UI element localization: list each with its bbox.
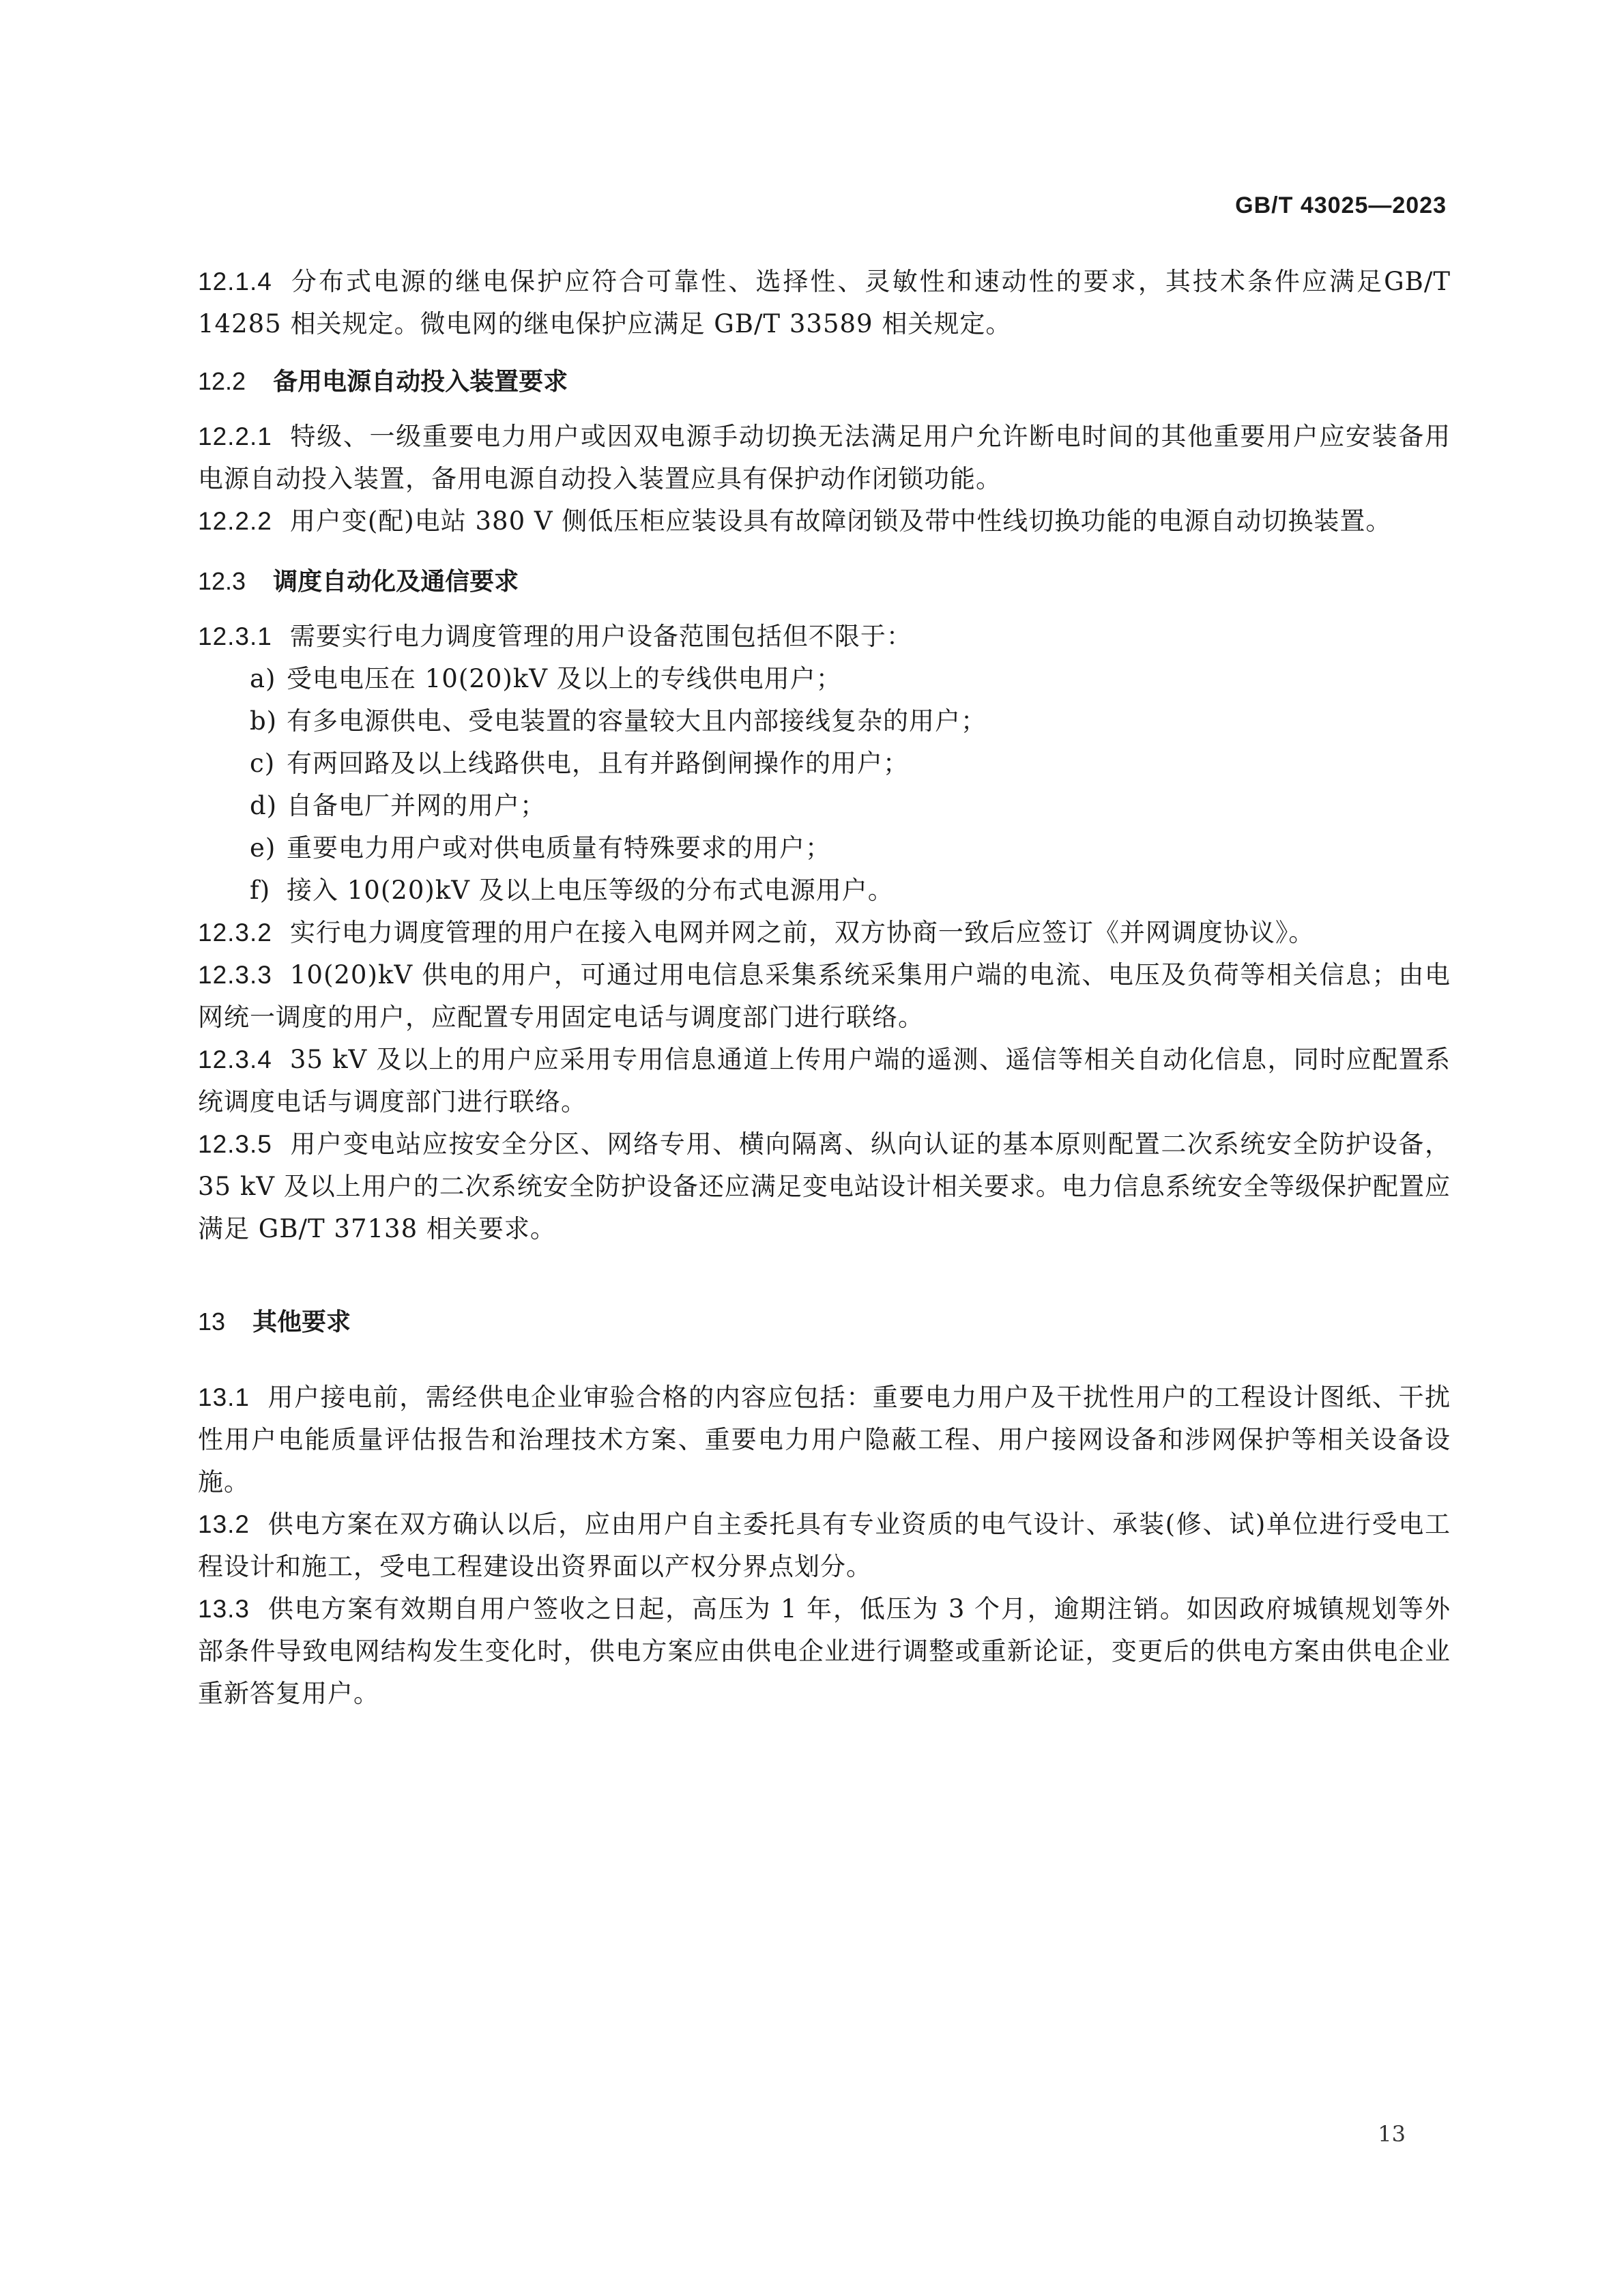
clause-13-1 xyxy=(198,1376,1451,1503)
clause-number: 12.3.3 xyxy=(198,961,272,989)
clause-13-3 xyxy=(198,1588,1451,1715)
clause-text: 用户变电站应按安全分区、网络专用、横向隔离、纵向认证的基本原则配置二次系统安全防护设备，35 kV 及以上用户的二次系统安全防护设备还应满足变电站设计相关要求。电力信息系统安全等级保护配置应满足 GB/T 37138 相关要求。 xyxy=(198,1129,1451,1243)
section-number: 12.3 xyxy=(198,567,246,595)
clause-13-2 xyxy=(198,1503,1451,1588)
section-title: 调度自动化及通信要求 xyxy=(273,568,519,596)
section-title: 备用电源自动投入装置要求 xyxy=(273,368,568,396)
list-item xyxy=(198,869,1451,912)
clause-number: 12.3.1 xyxy=(198,622,272,650)
list-marker: d) xyxy=(250,791,278,820)
clause-text: 供电方案在双方确认以后，应由用户自主委托具有专业资质的电气设计、承装(修、试)单位进行受电工程设计和施工，受电工程建设出资界面以产权分界点划分。 xyxy=(198,1510,1451,1581)
clause-12-3-1 xyxy=(198,616,1451,658)
clause-12-2-2 xyxy=(198,500,1451,543)
clause-number: 12.3.4 xyxy=(198,1045,272,1073)
list-item-text: 接入 10(20)kV 及以上电压等级的分布式电源用户。 xyxy=(287,876,894,905)
list-item xyxy=(198,785,1451,827)
list-item xyxy=(198,658,1451,700)
clause-text: 特级、一级重要电力用户或因双电源手动切换无法满足用户允许断电时间的其他重要用户应安装备用电源自动投入装置，备用电源自动投入装置应具有保护动作闭锁功能。 xyxy=(198,422,1451,493)
clause-number: 12.2.2 xyxy=(198,507,272,535)
list-marker: e) xyxy=(250,833,276,863)
list-item-text: 受电电压在 10(20)kV 及以上的专线供电用户； xyxy=(287,664,842,693)
clause-number: 12.2.1 xyxy=(198,422,272,450)
list-item-text: 有两回路及以上线路供电，且有并路倒闸操作的用户； xyxy=(287,749,909,778)
clause-12-3-3 xyxy=(198,954,1451,1039)
clause-12-2-1 xyxy=(198,416,1451,500)
page-body xyxy=(198,261,1451,1715)
clause-text: 用户变(配)电站 380 V 侧低压柜应装设具有故障闭锁及带中性线切换功能的电源自动切换装置。 xyxy=(289,506,1392,536)
clause-12-3-4 xyxy=(198,1039,1451,1123)
section-title: 其他要求 xyxy=(252,1308,351,1336)
clause-number: 13.1 xyxy=(198,1383,250,1411)
clause-text: 需要实行电力调度管理的用户设备范围包括但不限于： xyxy=(289,622,912,651)
list-item-text: 有多电源供电、受电装置的容量较大且内部接线复杂的用户； xyxy=(287,706,987,736)
clause-12-3-2 xyxy=(198,912,1451,954)
clause-text: 实行电力调度管理的用户在接入电网并网之前，双方协商一致后应签订《并网调度协议》。 xyxy=(289,918,1315,947)
clause-number: 12.3.5 xyxy=(198,1130,272,1158)
list-item xyxy=(198,700,1451,742)
section-heading-12-2 xyxy=(198,360,1451,403)
list-marker: c) xyxy=(250,749,276,778)
list-item xyxy=(198,827,1451,869)
clause-text: 用户接电前，需经供电企业审验合格的内容应包括：重要电力用户及干扰性用户的工程设计图纸、干扰性用户电能质量评估报告和治理技术方案、重要电力用户隐蔽工程、用户接网设备和涉网保护等相关设备设施。 xyxy=(198,1383,1451,1497)
page-number: 13 xyxy=(1378,2121,1406,2147)
list-item-text: 重要电力用户或对供电质量有特殊要求的用户； xyxy=(287,833,831,863)
clause-number: 12.3.2 xyxy=(198,919,272,947)
clause-text: 分布式电源的继电保护应符合可靠性、选择性、灵敏性和速动性的要求，其技术条件应满足GB/T 14285 相关规定。微电网的继电保护应满足 GB/T 33589 相关规定。 xyxy=(198,267,1451,338)
list-item-text: 自备电厂并网的用户； xyxy=(287,791,546,820)
section-heading-12-3 xyxy=(198,560,1451,603)
section-number: 13 xyxy=(198,1308,226,1336)
scope-list xyxy=(198,658,1451,912)
clause-number: 13.3 xyxy=(198,1595,250,1623)
standard-code-header: GB/T 43025—2023 xyxy=(1235,192,1447,218)
section-number: 12.2 xyxy=(198,367,246,395)
section-heading-13 xyxy=(198,1301,1451,1344)
list-marker: b) xyxy=(250,706,278,736)
clause-12-1-4 xyxy=(198,261,1451,345)
clause-text: 10(20)kV 供电的用户，可通过用电信息采集系统采集用户端的电流、电压及负荷等相关信息；由电网统一调度的用户，应配置专用固定电话与调度部门进行联络。 xyxy=(198,960,1451,1032)
list-marker: a) xyxy=(250,664,276,693)
clause-number: 13.2 xyxy=(198,1510,250,1538)
clause-12-3-5 xyxy=(198,1123,1451,1250)
list-item xyxy=(198,742,1451,785)
list-marker: f) xyxy=(250,876,271,905)
clause-text: 35 kV 及以上的用户应采用专用信息通道上传用户端的遥测、遥信等相关自动化信息，同时应配置系统调度电话与调度部门进行联络。 xyxy=(198,1045,1451,1116)
clause-text: 供电方案有效期自用户签收之日起，高压为 1 年，低压为 3 个月，逾期注销。如因政府城镇规划等外部条件导致电网结构发生变化时，供电方案应由供电企业进行调整或重新论证，变更后的供电方案由供电企业重新答复用户。 xyxy=(198,1594,1451,1708)
clause-number: 12.1.4 xyxy=(198,268,272,295)
